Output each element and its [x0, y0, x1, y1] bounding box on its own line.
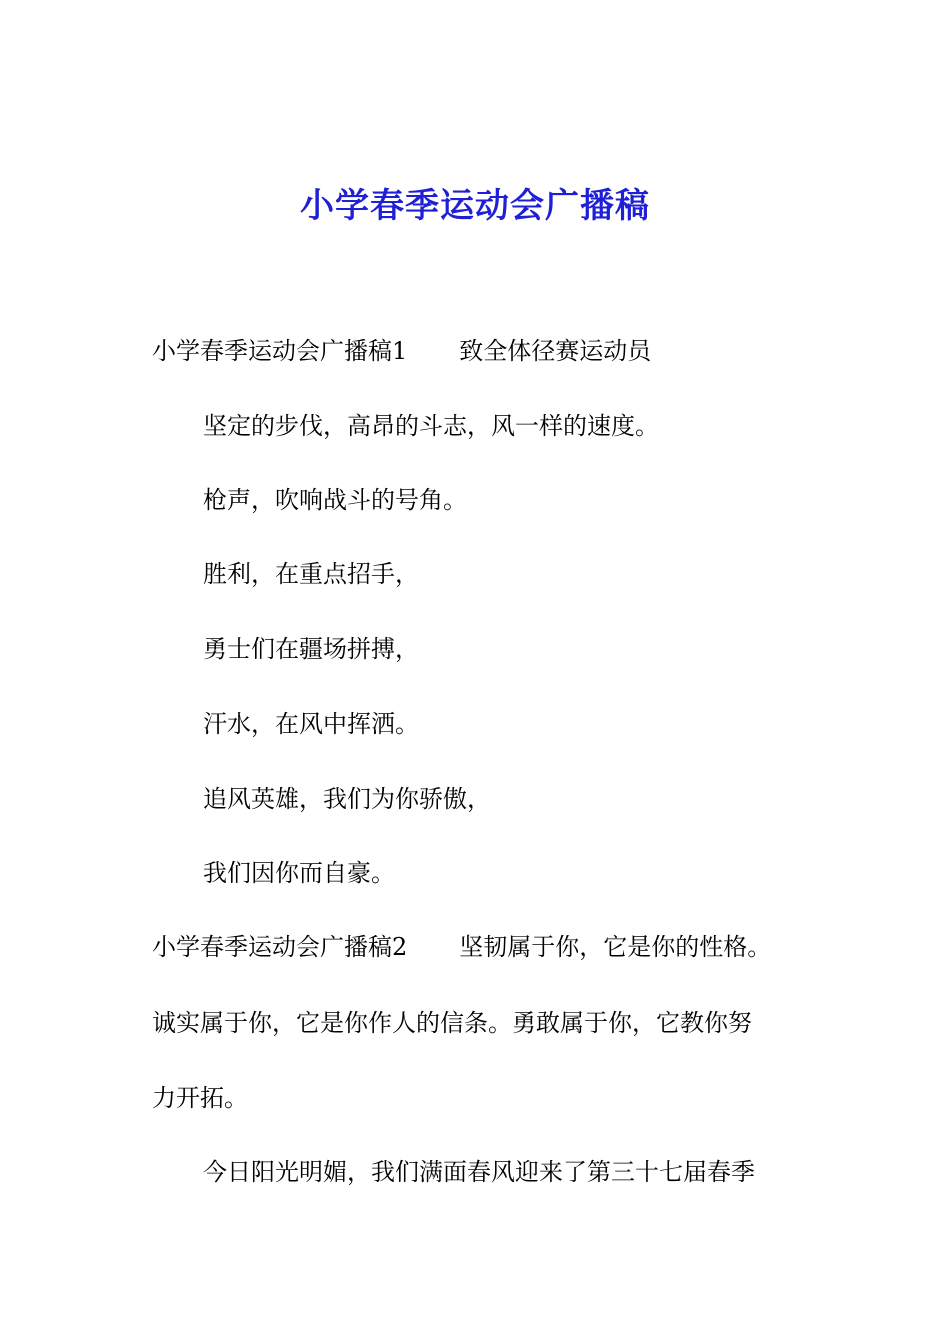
poem-line: 汗水，在风中挥洒。	[203, 710, 419, 738]
paragraph-line: 今日阳光明媚，我们满面春风迎来了第三十七届春季	[203, 1158, 755, 1186]
paragraph-line: 诚实属于你，它是你作人的信条。勇敢属于你，它教你努	[152, 1009, 752, 1037]
poem-line: 我们因你而自豪。	[203, 859, 395, 887]
poem-line: 坚定的步伐，高昂的斗志，风一样的速度。	[203, 412, 659, 440]
section-2-heading: 小学春季运动会广播稿2	[152, 933, 408, 961]
poem-line: 追风英雄，我们为你骄傲，	[203, 785, 491, 813]
section-1-heading: 小学春季运动会广播稿1	[152, 337, 408, 365]
paragraph-line: 力开拓。	[152, 1084, 248, 1112]
document-title: 小学春季运动会广播稿	[300, 186, 650, 226]
section-2-first-line	[152, 932, 771, 962]
poem-line: 胜利，在重点招手，	[203, 560, 419, 588]
poem-line: 勇士们在疆场拼搏，	[203, 635, 419, 663]
poem-line: 枪声，吹响战斗的号角。	[203, 486, 467, 514]
paragraph-text: 坚韧属于你，它是你的性格。	[459, 933, 772, 961]
section-1-subtitle: 致全体径赛运动员	[459, 337, 652, 365]
section-1-heading-line	[152, 336, 651, 366]
